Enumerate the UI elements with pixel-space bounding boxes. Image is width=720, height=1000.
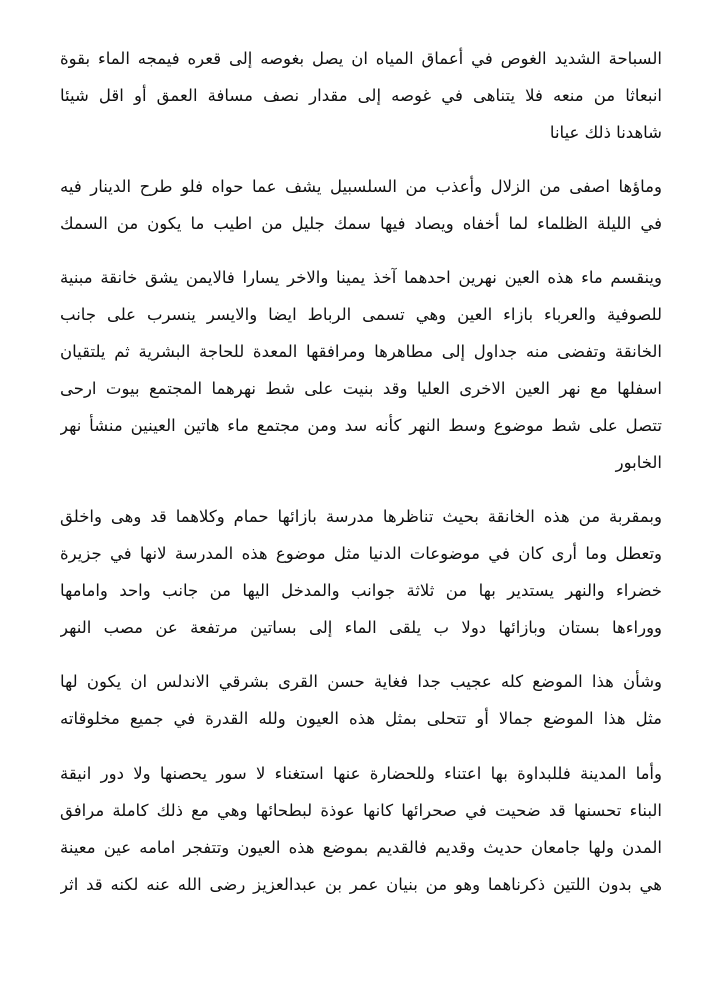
text-line: الخانقة وتفضى منه جداول إلى مطاهرها ومرافقها المعدة للحاجة البشرية ثم يلتقيان	[60, 342, 662, 361]
text-line: خضراء والنهر يستدير بها من ثلاثة جوانب والمدخل اليها من جانب واحد وامامها	[60, 581, 662, 600]
paragraph-gap	[60, 737, 662, 755]
text-line: هي بدون اللتين ذكرناهما وهو من بنيان عمر بن عبدالعزيز رضى الله عنه لكنه قد اثر	[60, 875, 662, 894]
text-line: البناء تحسنها قد ضحيت في صحرائها كانها عوذة لبطحائها وهي مع ذلك كاملة مرافق	[60, 801, 662, 820]
text-line: ووراءها بستان وبازائها دولا ب يلقى الماء إلى بساتين مرتفعة عن مصب النهر	[60, 618, 662, 637]
paragraph-2	[60, 168, 662, 242]
text-line: وتعطل وما أرى كان في موضوعات الدنيا مثل موضوع هذه المدرسة لانها في جزيرة	[60, 544, 662, 563]
text-line: شاهدنا ذلك عيانا	[549, 123, 662, 142]
text-line: مثل هذا الموضع جمالا أو تتحلى بمثل هذه العيون ولله القدرة في جميع مخلوقاته	[60, 709, 662, 728]
paragraph-4	[60, 498, 662, 646]
paragraph-gap	[60, 242, 662, 259]
text-line: في الليلة الظلماء لما أخفاه ويصاد فيها سمك جليل من اطيب ما يكون من السمك	[60, 214, 662, 233]
text-line: للصوفية والعرباء بازاء العين وهي تسمى الرباط ايضا والايسر ينسرب على جانب	[60, 305, 662, 324]
paragraph-gap	[60, 151, 662, 168]
text-line: الخابور	[615, 453, 662, 472]
text-line: اسفلها مع نهر العين الاخرى العليا وقد بنيت على شط نهرهما المجتمع بيوت ارحى	[60, 379, 662, 398]
paragraph-6	[60, 755, 662, 903]
text-line: المدن ولها جامعان حديث وقديم فالقديم بموضع هذه العيون وتتفجر امامه عين معينة	[60, 838, 662, 857]
text-line: تتصل على شط موضوع وسط النهر كأنه سد ومن مجتمع ماء هاتين العينين منشأ نهر	[60, 416, 662, 435]
text-line: وشأن هذا الموضع كله عجيب جدا فغاية حسن القرى بشرقي الاندلس ان يكون لها	[60, 672, 662, 691]
paragraph-gap	[60, 481, 662, 498]
text-line: السباحة الشديد الغوص في أعماق المياه ان يصل بغوصه إلى قعره فيمجه الماء بقوة	[60, 49, 662, 68]
paragraph-gap	[60, 646, 662, 663]
paragraph-1	[60, 40, 662, 151]
text-line: وبمقربة من هذه الخانقة بحيث تناظرها مدرسة بازائها حمام وكلاهما قد وهى واخلق	[60, 507, 662, 526]
text-line: وينقسم ماء هذه العين نهرين احدهما آخذ يمينا والاخر يسارا فالايمن يشق خانقة مبنية	[60, 268, 662, 287]
text-line: وماؤها اصفى من الزلال وأعذب من السلسبيل يشف عما حواه فلو طرح الدينار فيه	[60, 177, 662, 196]
text-line: انبعاثا من منعه فلا يتناهى في غوصه إلى مقدار نصف مسافة العمق أو اقل شيئا	[60, 86, 662, 105]
paragraph-3	[60, 259, 662, 481]
text-line: وأما المدينة فللبداوة بها اعتناء وللحضارة عنها استغناء لا سور يحصنها ولا دور انيقة	[60, 764, 662, 783]
paragraph-5	[60, 663, 662, 737]
